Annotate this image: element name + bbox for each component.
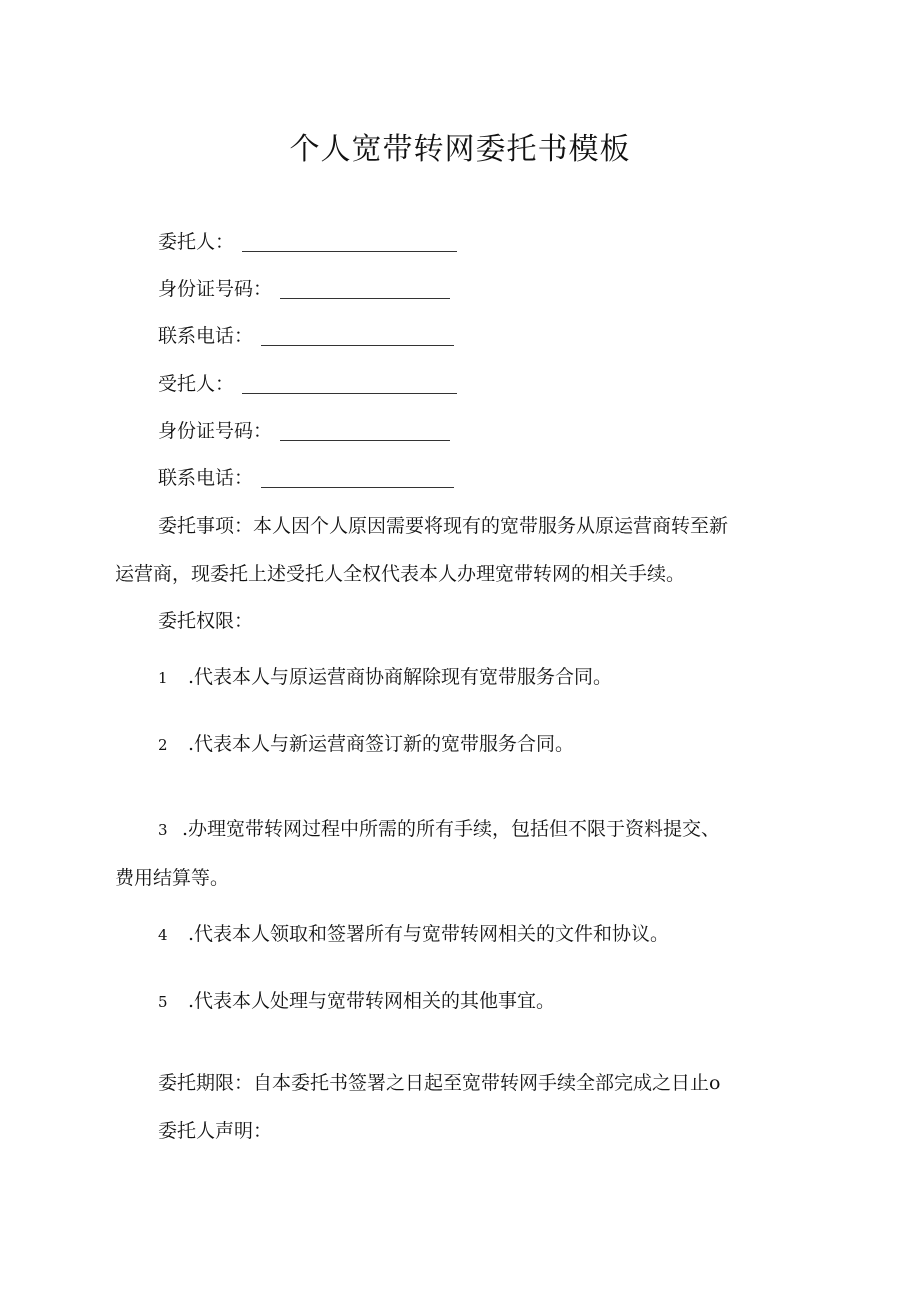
declaration-heading: 委托人声明：: [158, 1120, 273, 1142]
item-number: 3: [158, 821, 168, 839]
authority-item-3: [158, 815, 720, 844]
field-agent-id: [158, 417, 450, 445]
field-principal: [158, 228, 457, 256]
field-agent-id-label: 身份证号码：: [158, 420, 273, 442]
field-agent-phone: [158, 464, 454, 492]
field-agent-id-blank[interactable]: [280, 422, 450, 441]
authority-item-3-cont: 费用结算等。: [115, 867, 230, 889]
item-number: 5: [158, 993, 168, 1011]
item-text: .办理宽带转网过程中所需的所有手续，包括但不限于资料提交、: [182, 818, 721, 840]
item-number: 4: [158, 926, 168, 944]
matter-line-2: 运营商，现委托上述受托人全权代表本人办理宽带转网的相关手续。: [115, 563, 686, 585]
field-principal-id: [158, 275, 450, 303]
item-number: 2: [158, 736, 168, 754]
field-agent-phone-blank[interactable]: [261, 469, 454, 488]
field-principal-label: 委托人：: [158, 231, 235, 253]
item-text: .代表本人领取和签署所有与宽带转网相关的文件和协议。: [188, 923, 670, 945]
field-principal-phone: [158, 322, 454, 350]
matter-line-1: 委托事项：本人因个人原因需要将现有的宽带服务从原运营商转至新: [158, 515, 729, 537]
item-text: .代表本人与原运营商协商解除现有宽带服务合同。: [188, 666, 613, 688]
field-principal-blank[interactable]: [242, 233, 457, 252]
document-title: 个人宽带转网委托书模板: [289, 132, 631, 167]
field-principal-phone-label: 联系电话：: [158, 325, 254, 347]
item-number: 1: [158, 669, 168, 687]
field-agent-label: 受托人：: [158, 373, 235, 395]
authority-heading: 委托权限：: [158, 610, 254, 632]
authority-item-5: [158, 987, 555, 1016]
authority-item-4: [158, 920, 669, 949]
item-text: .代表本人处理与宽带转网相关的其他事宜。: [188, 990, 556, 1012]
field-agent-blank[interactable]: [242, 375, 457, 394]
field-principal-id-label: 身份证号码：: [158, 278, 273, 300]
authority-item-1: [158, 663, 612, 692]
field-principal-id-blank[interactable]: [280, 280, 450, 299]
term-line: 委托期限：自本委托书签署之日起至宽带转网手续全部完成之日止o: [158, 1072, 721, 1094]
item-text: .代表本人与新运营商签订新的宽带服务合同。: [188, 733, 575, 755]
field-principal-phone-blank[interactable]: [261, 327, 454, 346]
authority-item-2: [158, 730, 574, 759]
field-agent: [158, 370, 457, 398]
field-agent-phone-label: 联系电话：: [158, 467, 254, 489]
